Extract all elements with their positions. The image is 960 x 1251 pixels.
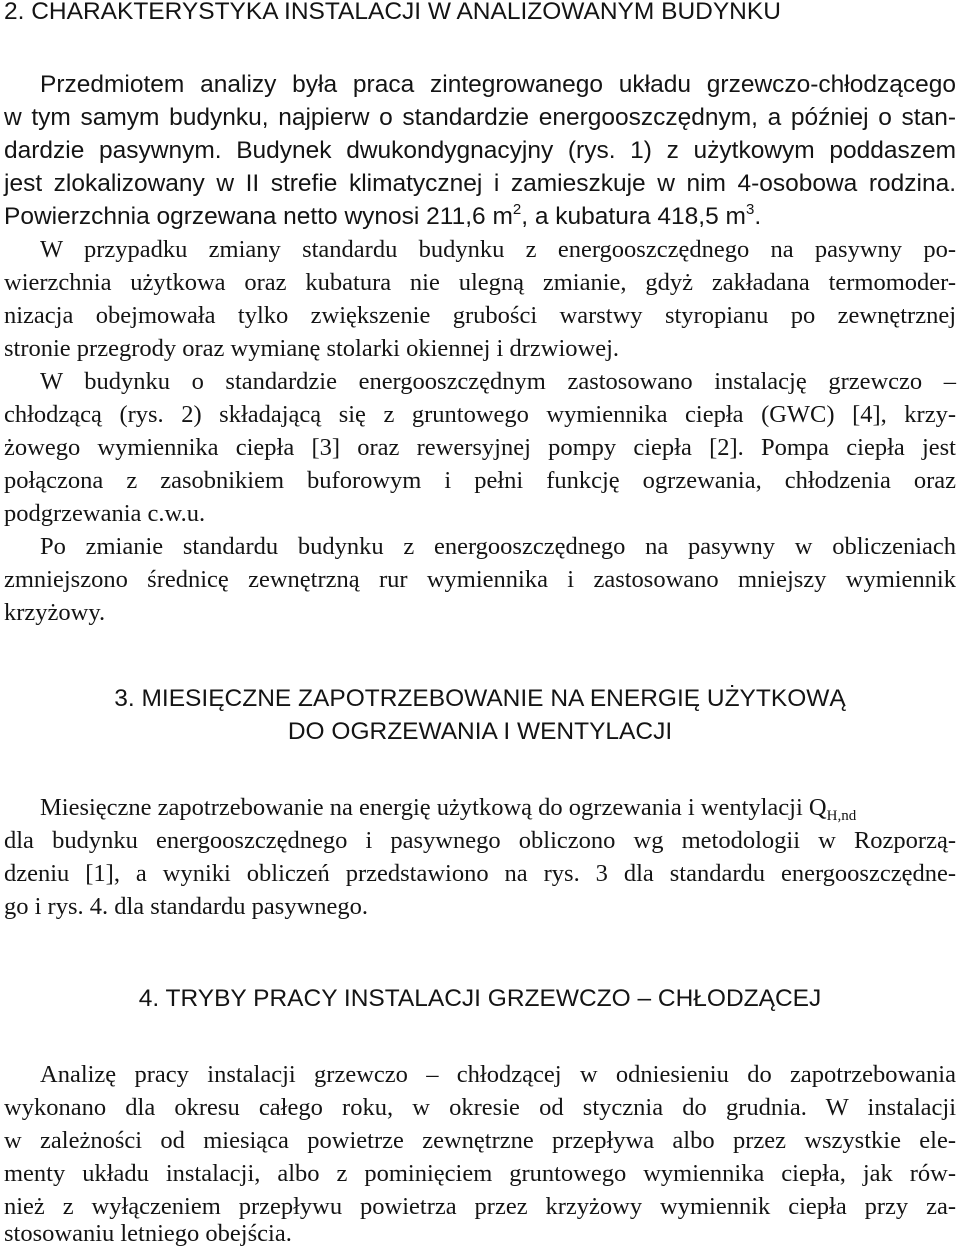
- paragraph-line: zmniejszono średnicę zewnętrzną rur wymiennika i zastosowano mniejszy wymiennik: [4, 566, 956, 593]
- paragraph-line: menty układu instalacji, albo z pominięciem gruntowego wymiennika ciepła, jak rów-: [4, 1160, 956, 1187]
- paragraph-line: Analizę pracy instalacji grzewczo – chłodzącej w odniesieniu do zapotrzebowania: [40, 1061, 956, 1088]
- volume-unit-exponent: 3: [745, 201, 755, 218]
- section-3-heading-line-2: DO OGRZEWANIA I WENTYLACJI: [287, 718, 673, 745]
- paragraph-line: jest zlokalizowany w II strefie klimatycznej i zamieszkuje w nim 4-osobowa rodzina.: [4, 170, 956, 197]
- paragraph-line: krzyżowy.: [4, 599, 106, 626]
- paragraph-line: W budynku o standardzie energooszczędnym zastosowano instalację grzewczo –: [40, 368, 956, 395]
- paragraph-line: Przedmiotem analizy była praca zintegrowanego układu grzewczo-chłodzącego: [40, 71, 956, 98]
- q-subscript: H,nd: [826, 808, 857, 824]
- paragraph-line: podgrzewania c.w.u.: [4, 500, 206, 527]
- paragraph-line: wierzchnia użytkowa oraz kubatura nie ulegną zmianie, gdyż zakładana termomoder-: [4, 269, 956, 296]
- area-text: Powierzchnia ogrzewana netto wynosi 211,6 m: [4, 203, 513, 230]
- paragraph-line: dzeniu [1], a wyniki obliczeń przedstawiono na rys. 3 dla standardu energooszczędne-: [4, 860, 956, 887]
- paragraph-line: [40, 793, 956, 823]
- paragraph-line: dardzie pasywnym. Budynek dwukondygnacyjny (rys. 1) z użytkowym poddaszem: [4, 137, 956, 164]
- paragraph-line: go i rys. 4. dla standardu pasywnego.: [4, 893, 369, 920]
- paragraph-line: w tym samym budynku, najpierw o standardzie energooszczędnym, a później o stan-: [4, 104, 956, 131]
- area-unit-exponent: 2: [512, 201, 522, 218]
- volume-text: , a kubatura 418,5 m: [521, 203, 746, 230]
- paragraph-line: stosowaniu letniego obejścia.: [4, 1220, 292, 1247]
- area-volume-line: [4, 202, 956, 232]
- section-2-heading: 2. CHARAKTERYSTYKA INSTALACJI W ANALIZOWANYM BUDYNKU: [4, 0, 781, 25]
- sentence-end: .: [754, 203, 762, 230]
- paragraph-line: połączona z zasobnikiem buforowym i pełni funkcję ogrzewania, chłodzenia oraz: [4, 467, 956, 494]
- paragraph-line: stronie przegrody oraz wymianę stolarki okiennej i drzwiowej.: [4, 335, 620, 362]
- paragraph-line: Po zmianie standardu budynku z energooszczędnego na pasywny w obliczeniach: [40, 533, 956, 560]
- section-4-heading: 4. TRYBY PRACY INSTALACJI GRZEWCZO – CHŁODZĄCEJ: [138, 985, 822, 1012]
- paragraph-line: dla budynku energooszczędnego i pasywnego obliczono wg metodologii w Rozporzą-: [4, 827, 956, 854]
- paragraph-line: chłodzącą (rys. 2) składającą się z gruntowego wymiennika ciepła (GWC) [4], krzy-: [4, 401, 956, 428]
- demand-text: Miesięczne zapotrzebowanie na energię użytkową do ogrzewania i wentylacji Q: [40, 794, 827, 821]
- paragraph-line: nizacja obejmowała tylko zwiększenie grubości warstwy styropianu po zewnętrznej: [4, 302, 956, 329]
- paragraph-line: żowego wymiennika ciepła [3] oraz rewersyjnej pompy ciepła [2]. Pompa ciepła jest: [4, 434, 956, 461]
- paragraph-line: w zależności od miesiąca powietrze zewnętrzne przepływa albo przez wszystkie ele-: [4, 1127, 956, 1154]
- section-3-heading-line-1: 3. MIESIĘCZNE ZAPOTRZEBOWANIE NA ENERGIĘ UŻYTKOWĄ: [114, 685, 846, 712]
- paragraph-line: wykonano dla okresu całego roku, w okresie od stycznia do grudnia. W instalacji: [4, 1094, 956, 1121]
- paragraph-line: W przypadku zmiany standardu budynku z energooszczędnego na pasywny po-: [40, 236, 956, 263]
- paragraph-line: nież z wyłączeniem przepływu powietrza przez krzyżowy wymiennik ciepła przy za-: [4, 1193, 956, 1220]
